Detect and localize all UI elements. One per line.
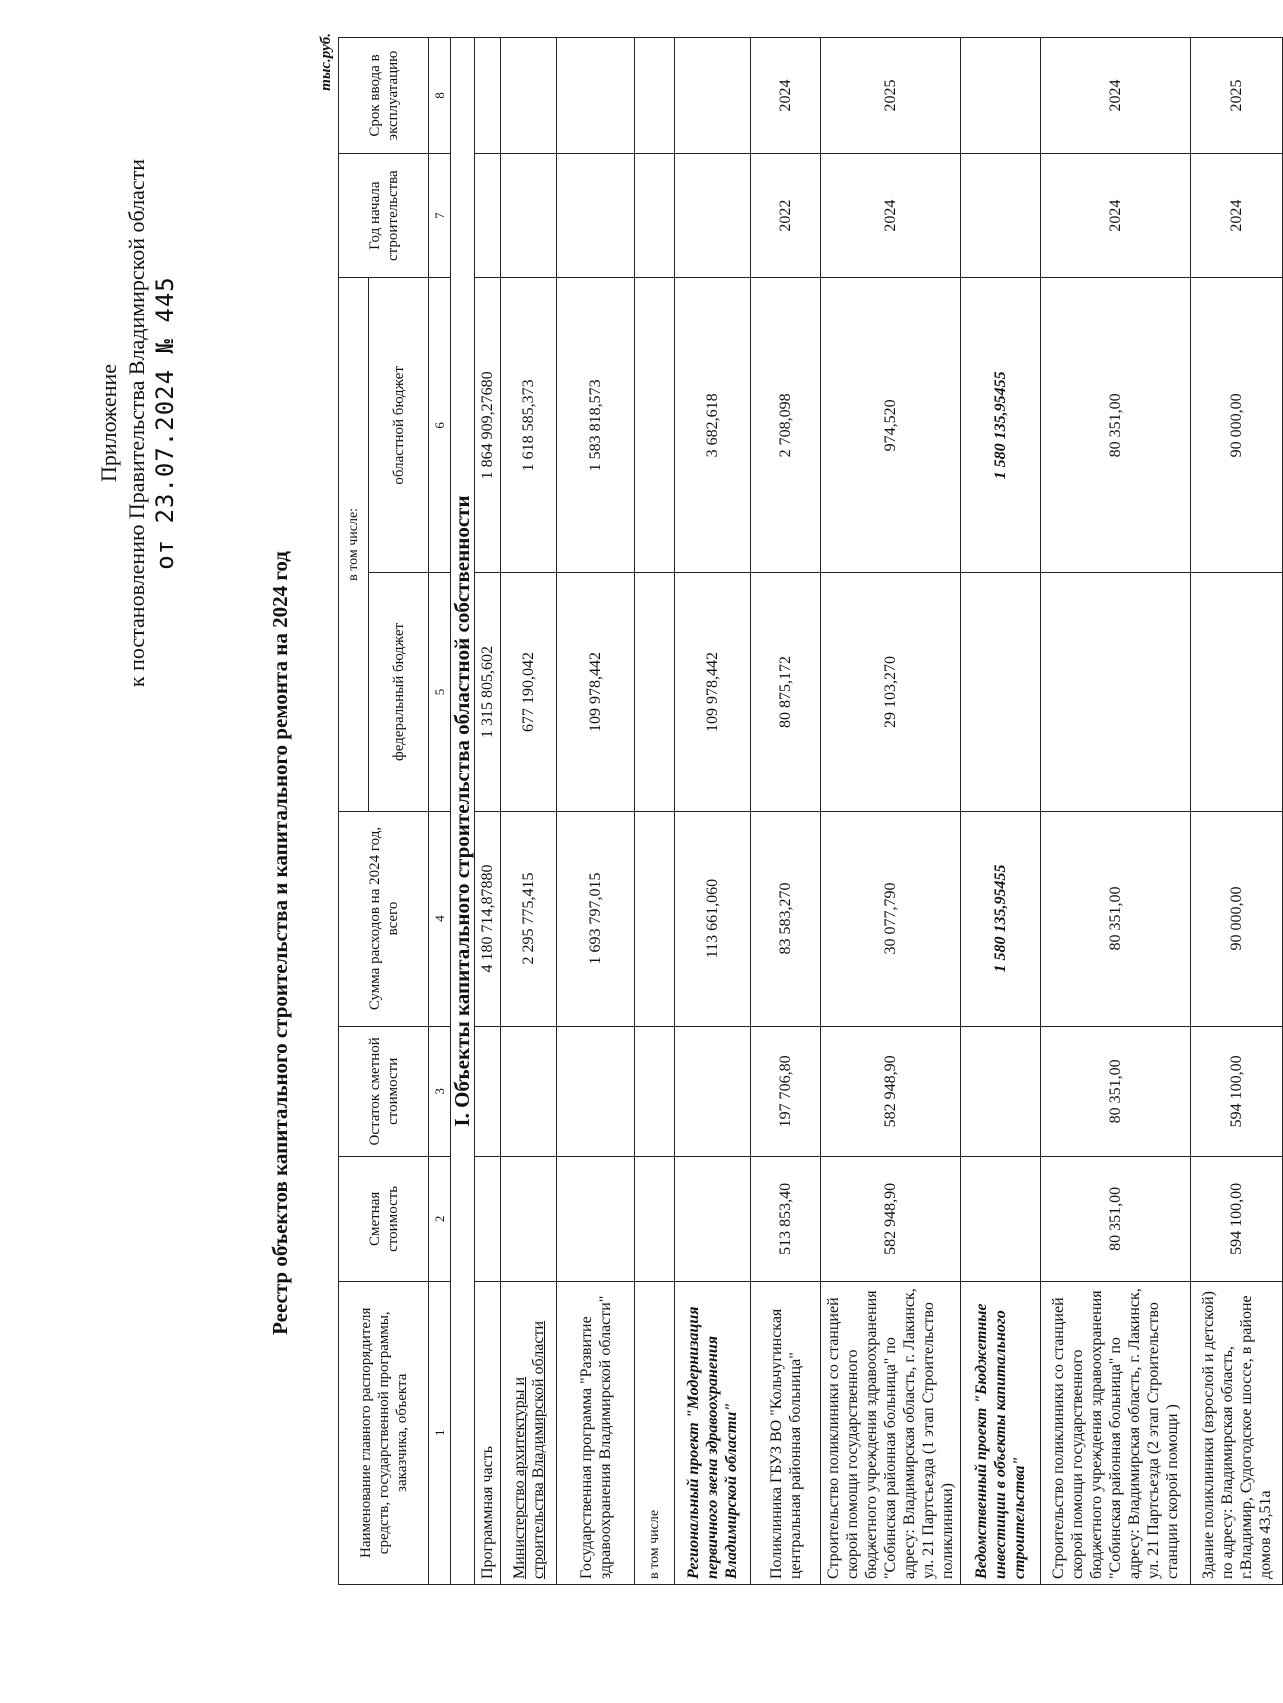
table-row [961,38,1041,1585]
cell-remaining: 197 706,80 [751,1026,821,1157]
cell-total: 30 077,790 [821,811,961,1026]
table-row [751,38,821,1585]
cell-regional: 1 580 135,95455 [961,278,1041,573]
document-title: Реестр объектов капитального строительства и капитального ремонта на 2024 год [268,551,292,1335]
cell-regional: 2 708,098 [751,278,821,573]
appendix-label: Приложение [96,363,121,483]
cell-start-year: 2024 [821,153,961,277]
index-cell: 1 [429,1281,451,1584]
cell-remaining: 594 100,00 [1191,1026,1283,1157]
cell-start-year [557,153,635,277]
row-name: Программная часть [475,1281,501,1584]
index-cell: 3 [429,1026,451,1157]
index-cell: 7 [429,153,451,277]
cell-regional: 1 864 909,27680 [475,278,501,573]
cell-total: 1 693 797,015 [557,811,635,1026]
cell-commission [961,38,1041,154]
cell-total: 2 295 775,415 [501,811,557,1026]
col-header-commission: Срок ввода в эксплуатацию [339,38,429,154]
col-header-federal: федеральный бюджет [369,573,429,811]
cell-remaining [961,1026,1041,1157]
cell-commission [475,38,501,154]
cell-regional [635,278,675,573]
cell-federal: 109 978,442 [675,573,751,811]
col-header-total: Сумма расходов на 2024 год, всего [339,811,429,1026]
row-name: Поликлиника ГБУЗ ВО "Кольчугинская центральная районная больница" [751,1281,821,1584]
cell-total: 80 351,00 [1041,811,1191,1026]
section-row [451,38,475,1585]
table-row [557,38,635,1585]
col-header-name: Наименование главного распорядителя средств, государственной программы, заказчика, объекта [339,1281,429,1584]
col-header-remaining: Остаток сметной стоимости [339,1026,429,1157]
cell-federal [1191,573,1283,811]
cell-commission [675,38,751,154]
table-row [1191,38,1283,1585]
cell-remaining [675,1026,751,1157]
cell-estimate [635,1157,675,1281]
section-title: I. Объекты капитального строительства областной собственности [451,38,475,1585]
cell-start-year [501,153,557,277]
table-row [475,38,501,1585]
unit-label: тыс.руб. [318,33,334,91]
cell-remaining [557,1026,635,1157]
cell-remaining [501,1026,557,1157]
table-row [675,38,751,1585]
cell-total: 4 180 714,87880 [475,811,501,1026]
appendix-reference: к постановлению Правительства Владимирской области [124,158,149,688]
col-header-estimate: Сметная стоимость [339,1157,429,1281]
col-header-start-year: Год начала строительства [339,153,429,277]
table-row [821,38,961,1585]
table-row [501,38,557,1585]
cell-estimate: 582 948,90 [821,1157,961,1281]
table-row [635,38,675,1585]
cell-commission [557,38,635,154]
cell-regional: 3 682,618 [675,278,751,573]
col-header-regional: областной бюджет [369,278,429,573]
cell-regional: 80 351,00 [1041,278,1191,573]
appendix-header [95,43,179,803]
cell-federal [635,573,675,811]
cell-total: 1 580 135,95455 [961,811,1041,1026]
cell-commission: 2024 [751,38,821,154]
cell-start-year [675,153,751,277]
row-name: Здание поликлиники (взрослой и детской) по адресу: Владимирская область, г.Владимир, Судогодское шоссе, в районе домов 43,51а [1191,1281,1283,1584]
cell-remaining [475,1026,501,1157]
row-name: Ведомственный проект "Бюджетные инвестиции в объекты капитального строительства" [961,1281,1041,1584]
cell-federal: 677 190,042 [501,573,557,811]
row-name: Региональный проект "Модернизация первичного звена здравоохранения Владимирской области" [675,1281,751,1584]
cell-estimate [501,1157,557,1281]
cell-start-year [475,153,501,277]
cell-regional: 1 583 818,573 [557,278,635,573]
row-name: Министерство архитектуры и строительства Владимирской области [501,1281,557,1584]
cell-total [635,811,675,1026]
cell-federal: 109 978,442 [557,573,635,811]
row-name: в том числе [635,1281,675,1584]
cell-regional: 974,520 [821,278,961,573]
cell-commission: 2025 [821,38,961,154]
table-row [1041,38,1191,1585]
cell-federal [961,573,1041,811]
col-header-group: в том числе: [339,278,369,811]
row-name: Строительство поликлиники со станцией скорой помощи государственного бюджетного учреждения здравоохранения "Собинская районная больница" по адресу: Владимирская область, г. Лакинск, ул. 21 Партсъезда (2 этап Строительство станции скорой помощи ) [1041,1281,1191,1584]
cell-federal: 29 103,270 [821,573,961,811]
cell-remaining: 80 351,00 [1041,1026,1191,1157]
cell-regional: 1 618 585,373 [501,278,557,573]
cell-start-year: 2022 [751,153,821,277]
decree-number: от 23.07.2024 № 445 [151,276,179,570]
cell-estimate [675,1157,751,1281]
cell-estimate: 594 100,00 [1191,1157,1283,1281]
cell-commission [501,38,557,154]
cell-estimate [557,1157,635,1281]
cell-estimate: 513 853,40 [751,1157,821,1281]
cell-remaining [635,1026,675,1157]
cell-start-year [635,153,675,277]
index-cell: 2 [429,1157,451,1281]
cell-total: 83 583,270 [751,811,821,1026]
cell-regional: 90 000,00 [1191,278,1283,573]
cell-commission: 2024 [1041,38,1191,154]
cell-federal: 1 315 805,602 [475,573,501,811]
cell-federal [1041,573,1191,811]
index-cell: 4 [429,811,451,1026]
index-cell: 8 [429,38,451,154]
row-name: Государственная программа "Развитие здравоохранения Владимирской области" [557,1281,635,1584]
cell-total: 113 661,060 [675,811,751,1026]
row-name: Строительство поликлиники со станцией скорой помощи государственного бюджетного учреждения здравоохранения "Собинская районная больница" по адресу: Владимирская область, г. Лакинск, ул. 21 Партсъезда (1 этап Строительство поликлиники) [821,1281,961,1584]
cell-estimate [961,1157,1041,1281]
cell-estimate [475,1157,501,1281]
cell-federal: 80 875,172 [751,573,821,811]
cell-total: 90 000,00 [1191,811,1283,1026]
cell-estimate: 80 351,00 [1041,1157,1191,1281]
index-row [429,38,451,1585]
cell-start-year [961,153,1041,277]
cell-start-year: 2024 [1191,153,1283,277]
register-table [338,37,1283,1585]
index-cell: 5 [429,573,451,811]
cell-start-year: 2024 [1041,153,1191,277]
index-cell: 6 [429,278,451,573]
cell-commission [635,38,675,154]
cell-commission: 2025 [1191,38,1283,154]
cell-remaining: 582 948,90 [821,1026,961,1157]
